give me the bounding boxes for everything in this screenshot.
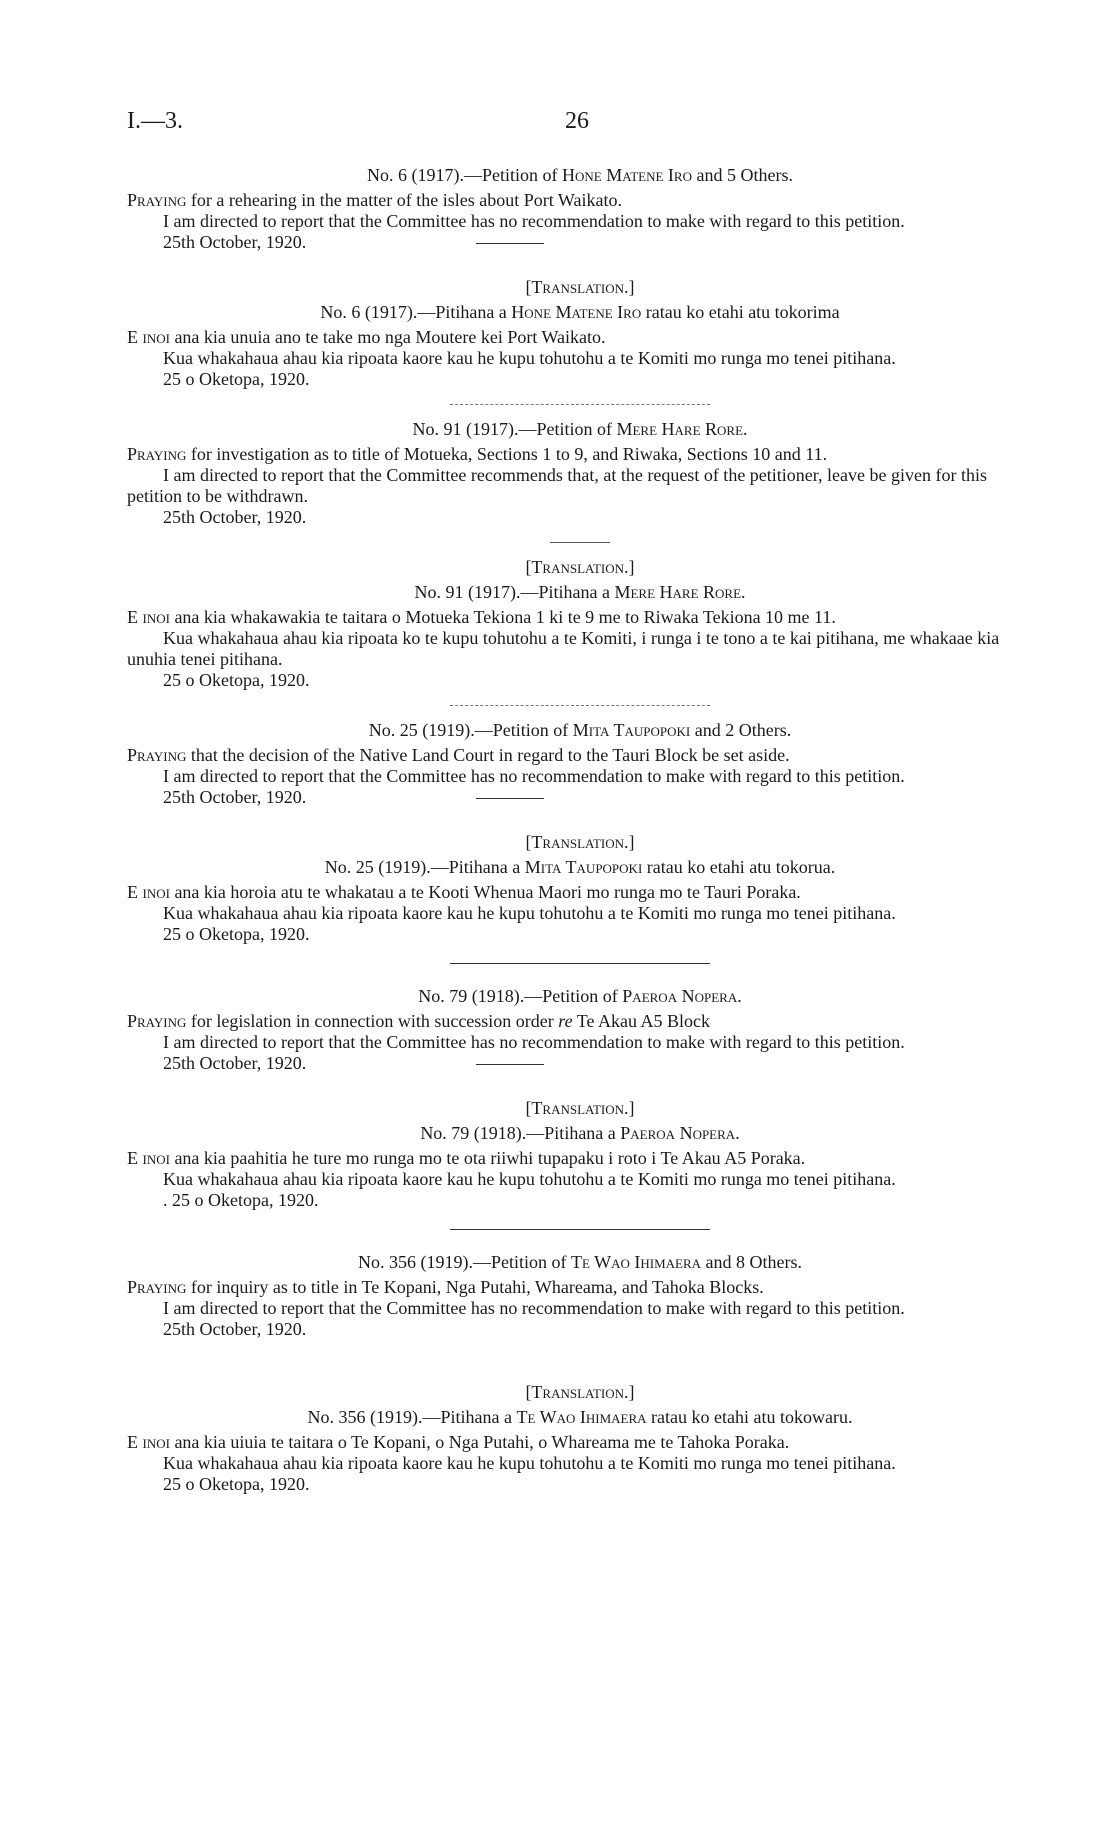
page-header [127,108,1027,138]
petitioner-name: Te Wao Ihimaera [570,1252,702,1272]
report-date: . 25 o Oketopa, 1920. [163,1190,319,1210]
translation-label: [Translation.] [525,277,635,297]
petition-title: No. 25 (1919).—Pitihana a Mita Taupopoki ratau ko etahi atu tokorua. [324,857,836,877]
prayer-lead: E inoi [127,882,170,902]
prayer-lead: E inoi [127,327,170,347]
report-date: 25 o Oketopa, 1920. [163,670,310,690]
prayer-paragraph: Praying that the decision of the Native Land Court in regard to the Tauri Block be set aside. [127,745,790,765]
report-date: 25 o Oketopa, 1920. [163,924,310,944]
translation-label: [Translation.] [525,1098,635,1118]
report-paragraph: Kua whakahaua ahau kia ripoata kaore kau he kupu tohutohu a te Komiti mo runga mo tenei pitihana. [163,348,896,368]
report-paragraph: I am directed to report that the Committee recommends that, at the request of the petitioner, leave be given for this petition to be withdrawn. [127,465,988,506]
petition-section [127,1252,1033,1340]
report-paragraph: I am directed to report that the Committee has no recommendation to make with regard to this petition. [163,1298,905,1318]
report-date: 25th October, 1920. [127,232,1033,253]
petition-section [127,720,1033,808]
prayer-lead: Praying [127,1011,187,1031]
petitioner-name: Mita Taupopoki [524,857,643,877]
petition-title: No. 356 (1919).—Petition of Te Wao Ihimaera and 8 Others. [357,1252,803,1272]
translation-section [127,1098,1033,1211]
section-divider [450,705,710,706]
prayer-paragraph: E inoi ana kia horoia atu te whakatau a te Kooti Whenua Maori mo runga mo te Tauri Poraka. [127,882,801,902]
petition-title: No. 6 (1917).—Pitihana a Hone Matene Iro ratau ko etahi atu tokorima [320,302,840,322]
report-paragraph: I am directed to report that the Committee has no recommendation to make with regard to this petition. [163,211,905,231]
divider [476,1064,544,1065]
petition-title: No. 25 (1919).—Petition of Mita Taupopoki and 2 Others. [368,720,792,740]
report-date: 25th October, 1920. [127,787,1033,808]
page-body [127,165,1033,1495]
report-paragraph: Kua whakahaua ahau kia ripoata kaore kau he kupu tohutohu a te Komiti mo runga mo tenei pitihana. [163,903,896,923]
prayer-lead: Praying [127,444,187,464]
petition-title: No. 79 (1918).—Petition of Paeroa Nopera. [418,986,742,1006]
report-paragraph: Kua whakahaua ahau kia ripoata ko te kupu tohutohu a te Komiti, i runga i te tono a te kai pitihana, me whakaae kia unuhia tenei pitihana. [127,628,1000,669]
section-divider [450,1229,710,1230]
section-divider [450,963,710,964]
prayer-lead: E inoi [127,1432,170,1452]
report-date: 25th October, 1920. [127,1053,1033,1074]
petitioner-name: Hone Matene Iro [511,302,642,322]
report-paragraph: Kua whakahaua ahau kia ripoata kaore kau he kupu tohutohu a te Komiti mo runga mo tenei pitihana. [163,1453,896,1473]
report-date: 25 o Oketopa, 1920. [163,1474,310,1494]
prayer-paragraph: Praying for inquiry as to title in Te Kopani, Nga Putahi, Whareama, and Tahoka Blocks. [127,1277,764,1297]
petition-section [127,986,1033,1074]
petition-title: No. 91 (1917).—Petition of Mere Hare Rore. [412,419,748,439]
section-divider [550,542,610,543]
prayer-lead: E inoi [127,607,170,627]
translation-section [127,557,1033,691]
prayer-paragraph: E inoi ana kia unuia ano te take mo nga Moutere kei Port Waikato. [127,327,606,347]
paper-reference: I.—3. [127,108,183,134]
page-number: 26 [565,108,589,134]
prayer-paragraph: Praying for a rehearing in the matter of the isles about Port Waikato. [127,190,622,210]
prayer-paragraph: Praying for investigation as to title of Motueka, Sections 1 to 9, and Riwaka, Sections 10 and 11. [127,444,828,464]
translation-label: [Translation.] [525,832,635,852]
translation-section [127,832,1033,945]
petitioner-name: Paeroa Nopera [620,1123,736,1143]
petition-title: No. 6 (1917).—Petition of Hone Matene Iro and 5 Others. [367,165,793,185]
petitioner-name: Hone Matene Iro [562,165,692,185]
prayer-lead: Praying [127,1277,187,1297]
report-date: 25th October, 1920. [163,1319,307,1339]
petition-title: No. 79 (1918).—Pitihana a Paeroa Nopera. [420,1123,740,1143]
petitioner-name: Te Wao Ihimaera [516,1407,647,1427]
petition-section [127,165,1033,253]
report-paragraph: Kua whakahaua ahau kia ripoata kaore kau he kupu tohutohu a te Komiti mo runga mo tenei pitihana. [163,1169,896,1189]
prayer-paragraph: Praying for legislation in connection with succession order re Te Akau A5 Block [127,1011,711,1031]
report-paragraph: I am directed to report that the Committee has no recommendation to make with regard to this petition. [163,766,905,786]
prayer-paragraph: E inoi ana kia uiuia te taitara o Te Kopani, o Nga Putahi, o Whareama me te Tahoka Poraka. [127,1432,790,1452]
petition-section [127,419,1033,528]
translation-section [127,277,1033,390]
petitioner-name: Mita Taupopoki [572,720,691,740]
prayer-lead: Praying [127,745,187,765]
translation-section [127,1382,1033,1495]
report-date: 25 o Oketopa, 1920. [163,369,310,389]
petitioner-name: Mere Hare Rore [614,582,742,602]
prayer-paragraph: E inoi ana kia paahitia he ture mo runga mo te ota riiwhi tupapaku i roto i Te Akau A5 Poraka. [127,1148,806,1168]
prayer-lead: Praying [127,190,187,210]
prayer-paragraph: E inoi ana kia whakawakia te taitara o Motueka Tekiona 1 ki te 9 me to Riwaka Tekiona 10 me 11. [127,607,836,627]
petition-title: No. 356 (1919).—Pitihana a Te Wao Ihimaera ratau ko etahi atu tokowaru. [307,1407,853,1427]
petitioner-name: Paeroa Nopera [622,986,738,1006]
translation-label: [Translation.] [525,1382,635,1402]
divider [476,243,544,244]
report-date: 25th October, 1920. [163,507,307,527]
petitioner-name: Mere Hare Rore [616,419,744,439]
petition-title: No. 91 (1917).—Pitihana a Mere Hare Rore. [414,582,746,602]
report-paragraph: I am directed to report that the Committee has no recommendation to make with regard to this petition. [163,1032,905,1052]
prayer-lead: E inoi [127,1148,170,1168]
divider [476,798,544,799]
section-divider [450,404,710,405]
translation-label: [Translation.] [525,557,635,577]
